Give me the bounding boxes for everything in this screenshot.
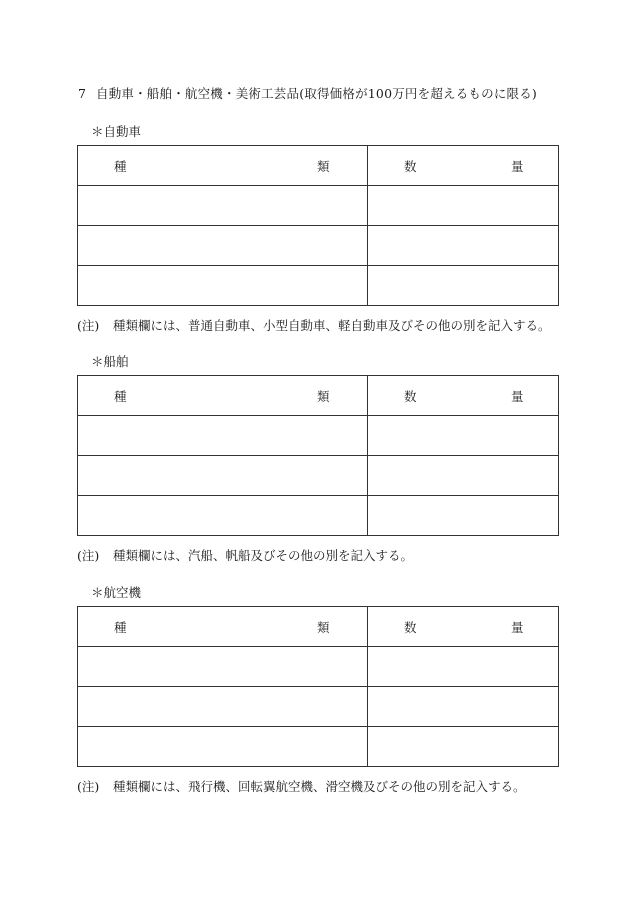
type-cell[interactable] xyxy=(78,687,368,727)
table-header-row xyxy=(78,146,559,186)
table-row xyxy=(78,416,559,456)
note-tag: (注) xyxy=(77,548,100,563)
quantity-cell[interactable] xyxy=(368,727,559,767)
type-cell[interactable] xyxy=(78,647,368,687)
section-note xyxy=(77,316,551,334)
table-header-row xyxy=(78,607,559,647)
type-cell[interactable] xyxy=(78,186,368,226)
note-text: 種類欄には、飛行機、回転翼航空機、滑空機及びその他の別を記入する。 xyxy=(113,779,526,794)
type-header-left: 種 xyxy=(114,619,127,635)
quantity-cell[interactable] xyxy=(368,496,559,536)
table-header-row xyxy=(78,376,559,416)
section-title: ＊船舶 xyxy=(91,354,129,369)
ship-table xyxy=(77,375,559,536)
type-header-left: 種 xyxy=(114,158,127,174)
quantity-cell[interactable] xyxy=(368,416,559,456)
type-cell[interactable] xyxy=(78,727,368,767)
quantity-header-right: 量 xyxy=(511,619,524,635)
quantity-header-left: 数 xyxy=(404,158,417,174)
section-heading xyxy=(78,84,537,102)
note-tag: (注) xyxy=(77,318,100,333)
table-row xyxy=(78,647,559,687)
section-note xyxy=(77,546,413,564)
type-header-right: 類 xyxy=(317,388,330,404)
quantity-cell[interactable] xyxy=(368,186,559,226)
type-header xyxy=(78,607,368,647)
quantity-header xyxy=(368,146,559,186)
type-cell[interactable] xyxy=(78,226,368,266)
table-row xyxy=(78,727,559,767)
quantity-header xyxy=(368,607,559,647)
quantity-header xyxy=(368,376,559,416)
quantity-header-right: 量 xyxy=(511,158,524,174)
quantity-cell[interactable] xyxy=(368,647,559,687)
section-number: 7 xyxy=(78,86,87,101)
section-note xyxy=(77,777,526,795)
section-title: ＊航空機 xyxy=(91,585,142,600)
type-cell[interactable] xyxy=(78,266,368,306)
table-row xyxy=(78,266,559,306)
type-cell[interactable] xyxy=(78,456,368,496)
type-cell[interactable] xyxy=(78,496,368,536)
aircraft-table xyxy=(77,606,559,767)
table-row xyxy=(78,186,559,226)
note-text: 種類欄には、汽船、帆船及びその他の別を記入する。 xyxy=(113,548,414,563)
table-row xyxy=(78,687,559,727)
type-header xyxy=(78,376,368,416)
type-header-right: 類 xyxy=(317,619,330,635)
table-row xyxy=(78,496,559,536)
type-cell[interactable] xyxy=(78,416,368,456)
type-header-right: 類 xyxy=(317,158,330,174)
quantity-cell[interactable] xyxy=(368,266,559,306)
table-row xyxy=(78,456,559,496)
note-tag: (注) xyxy=(77,779,100,794)
table-row xyxy=(78,226,559,266)
automobile-table xyxy=(77,145,559,306)
note-text: 種類欄には、普通自動車、小型自動車、軽自動車及びその他の別を記入する。 xyxy=(113,318,551,333)
quantity-cell[interactable] xyxy=(368,226,559,266)
quantity-header-right: 量 xyxy=(511,388,524,404)
quantity-header-left: 数 xyxy=(404,619,417,635)
quantity-cell[interactable] xyxy=(368,687,559,727)
quantity-header-left: 数 xyxy=(404,388,417,404)
section-heading-text: 自動車・船舶・航空機・美術工芸品(取得価格が100万円を超えるものに限る) xyxy=(96,86,538,101)
section-title: ＊自動車 xyxy=(91,124,142,139)
type-header-left: 種 xyxy=(114,388,127,404)
type-header xyxy=(78,146,368,186)
quantity-cell[interactable] xyxy=(368,456,559,496)
